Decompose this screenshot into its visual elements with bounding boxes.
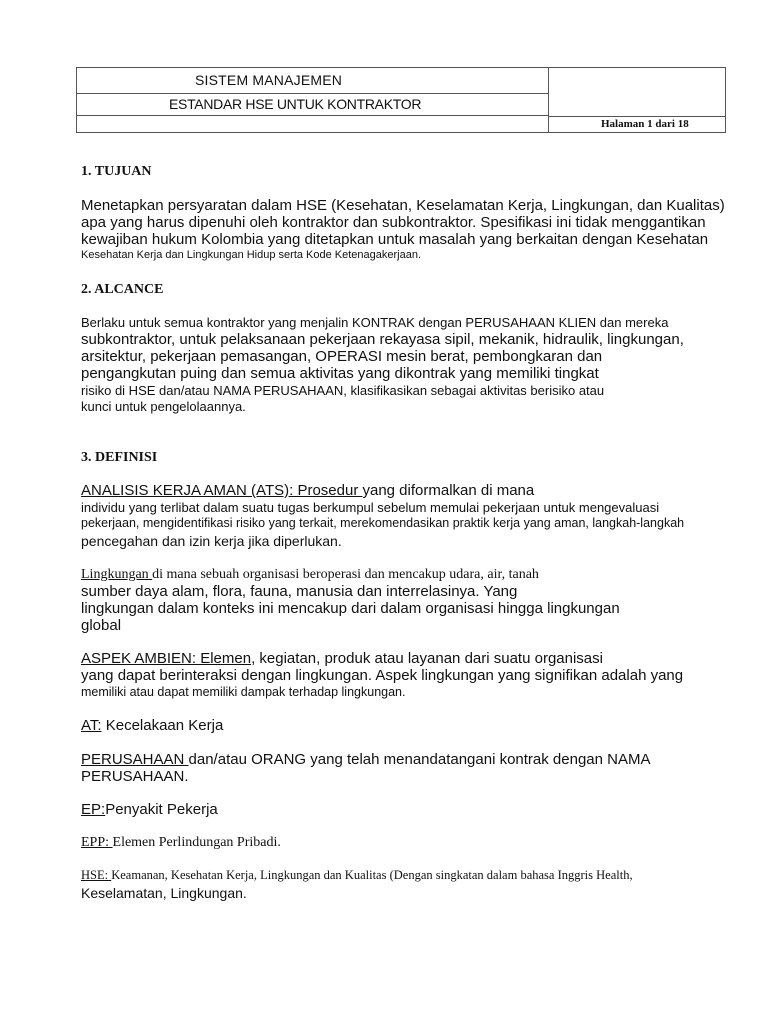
- def-perusahaan-text-1: dan/atau ORANG yang telah menandatangani kontrak dengan NAMA: [188, 751, 651, 768]
- def-ats-line-4: pencegahan dan izin kerja jika diperlukan.: [81, 533, 342, 549]
- def-hse-line-1: [81, 868, 633, 883]
- alcance-line-5: risiko di HSE dan/atau NAMA PERUSAHAAN, klasifikasikan sebagai aktivitas berisiko atau: [81, 383, 605, 398]
- def-hse-line-2: Keselamatan, Lingkungan.: [81, 885, 247, 901]
- def-ats-line-3: pekerjaan, mengidentifikasi risiko yang terkait, merekomendasikan praktik kerja yang aman, langkah-langkah: [81, 516, 685, 530]
- header-row-subtitle: [77, 94, 548, 116]
- def-aspek-text-1: , kegiatan, produk atau layanan dari suatu organisasi: [251, 650, 603, 667]
- def-aspek-line-1: [81, 650, 603, 667]
- def-aspek-term: ASPEK AMBIEN: Elemen: [81, 650, 252, 667]
- def-ats-line-2: individu yang terlibat dalam suatu tugas berkumpul sebelum memulai pekerjaan untuk mengevaluasi: [81, 500, 660, 515]
- tujuan-line-1: [81, 197, 751, 214]
- page-number: Halaman 1 dari 18: [601, 118, 689, 130]
- alcance-line-3: arsitektur, pekerjaan pemasangan, OPERASI mesin berat, pembongkaran dan: [81, 348, 603, 365]
- def-perusahaan-line-2: PERUSAHAAN.: [81, 768, 189, 785]
- document-header-table: [76, 67, 726, 133]
- tujuan-text-1: Menetapkan persyaratan dalam HSE (Kesehatan, Keselamatan Kerja, Lingkungan, dan Kualitas): [81, 197, 725, 214]
- header-page-cell: [549, 116, 725, 133]
- def-at-term: AT:: [81, 717, 102, 734]
- def-hse-text-1: Keamanan, Kesehatan Kerja, Lingkungan dan Kualitas (Dengan singkatan dalam bahasa Inggris Health,: [111, 868, 633, 882]
- alcance-line-2: subkontraktor, untuk pelaksanaan pekerjaan rekayasa sipil, mekanik, hidraulik, lingkungan,: [81, 331, 684, 348]
- def-lingkungan-line-4: global: [81, 617, 122, 634]
- alcance-line-1: Berlaku untuk semua kontraktor yang menjalin KONTRAK dengan PERUSAHAAN KLIEN dan mereka: [81, 315, 669, 330]
- alcance-line-6: kunci untuk pengelolaannya.: [81, 399, 246, 414]
- header-left-column: [77, 68, 549, 132]
- def-aspek-line-3: memiliki atau dapat memiliki dampak terhadap lingkungan.: [81, 685, 406, 699]
- section-definisi-heading: 3. DEFINISI: [81, 450, 158, 465]
- def-epp-text: Elemen Perlindungan Pribadi.: [112, 835, 281, 850]
- section-tujuan-heading: 1. TUJUAN: [81, 164, 152, 179]
- def-ats-text-1: yang diformalkan di mana: [362, 482, 535, 499]
- tujuan-line-3: kewajiban hukum Kolombia yang ditetapkan untuk masalah yang berkaitan dengan Kesehatan: [81, 231, 709, 248]
- def-ats-term: ANALISIS KERJA AMAN (ATS): Prosedur: [81, 482, 363, 499]
- def-perusahaan-term: PERUSAHAAN: [81, 751, 189, 768]
- def-lingkungan-line-3: lingkungan dalam konteks ini mencakup dari dalam organisasi hingga lingkungan: [81, 600, 620, 617]
- def-ep-text: Penyakit Pekerja: [105, 801, 218, 818]
- tujuan-line-2: apa yang harus dipenuhi oleh kontraktor dan subkontraktor. Spesifikasi ini tidak menggantikan: [81, 214, 706, 231]
- def-at-text: Kecelakaan Kerja: [101, 717, 224, 734]
- def-ep-line: [81, 801, 218, 818]
- def-ats-line-1: [81, 482, 534, 499]
- def-hse-term: HSE:: [81, 868, 112, 882]
- section-alcance-heading: 2. ALCANCE: [81, 282, 164, 297]
- def-lingkungan-text-1: di mana sebuah organisasi beroperasi dan mencakup udara, air, tanah: [152, 567, 539, 582]
- def-lingkungan-line-1: [81, 567, 539, 583]
- def-at-line: [81, 717, 223, 734]
- header-subtitle: ESTANDAR HSE UNTUK KONTRAKTOR: [169, 96, 422, 112]
- header-title: SISTEM MANAJEMEN: [195, 72, 343, 88]
- def-epp-line: [81, 835, 281, 851]
- def-aspek-line-2: yang dapat berinteraksi dengan lingkungan. Aspek lingkungan yang signifikan adalah yang: [81, 667, 684, 684]
- def-epp-term: EPP:: [81, 835, 113, 850]
- header-row-empty: [77, 116, 548, 132]
- def-lingkungan-term: Lingkungan: [81, 567, 153, 582]
- header-row-title: [77, 68, 548, 94]
- tujuan-line-4: Kesehatan Kerja dan Lingkungan Hidup serta Kode Ketenagakerjaan.: [81, 249, 422, 261]
- def-ep-term: EP:: [81, 801, 106, 818]
- def-lingkungan-line-2: sumber daya alam, flora, fauna, manusia dan interrelasinya. Yang: [81, 583, 518, 600]
- def-perusahaan-line-1: [81, 751, 651, 768]
- alcance-line-4: pengangkutan puing dan semua aktivitas yang dikontrak yang memiliki tingkat: [81, 365, 599, 382]
